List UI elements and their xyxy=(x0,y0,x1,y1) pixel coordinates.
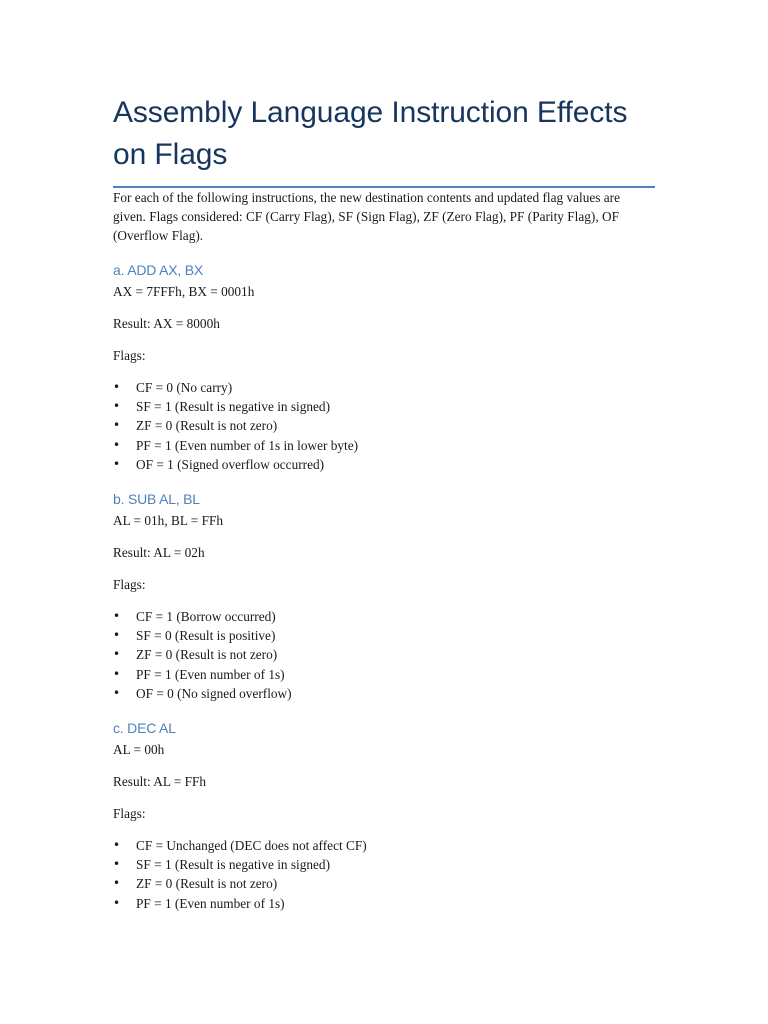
list-item xyxy=(113,397,655,416)
document-title: Assembly Language Instruction Effects on Flags xyxy=(113,96,628,171)
flags-list xyxy=(113,378,655,474)
given-values: AL = 00h xyxy=(113,742,165,758)
flag-text: SF = 0 (Result is positive) xyxy=(136,628,276,644)
flag-text: ZF = 0 (Result is not zero) xyxy=(136,647,278,663)
section-dec xyxy=(113,718,655,913)
list-item xyxy=(113,645,655,664)
flag-text: PF = 1 (Even number of 1s) xyxy=(136,895,285,911)
bullet-icon: • xyxy=(113,647,121,662)
bullet-icon: • xyxy=(113,418,121,433)
bullet-icon: • xyxy=(113,609,121,624)
flag-text: CF = 0 (No carry) xyxy=(136,380,233,395)
flags-label: Flags: xyxy=(113,348,146,363)
flags-list xyxy=(113,607,655,703)
given-values: AL = 01h, BL = FFh xyxy=(113,513,224,529)
bullet-icon: • xyxy=(113,857,121,872)
bullet-icon: • xyxy=(113,838,121,853)
list-item xyxy=(113,855,655,874)
intro-paragraph: For each of the following instructions, the new destination contents and updated flag values are given. Flags considered: CF (Carry Flag), SF (Sign Flag), ZF (Zero Flag), PF (Parity Flag), OF (Overflow Flag). xyxy=(113,190,620,243)
flag-text: PF = 1 (Even number of 1s) xyxy=(136,666,285,682)
bullet-icon: • xyxy=(113,685,121,700)
flag-text: ZF = 0 (Result is not zero) xyxy=(136,418,278,434)
list-item xyxy=(113,874,655,893)
list-item xyxy=(113,436,655,455)
list-item xyxy=(113,684,655,703)
flag-text: ZF = 0 (Result is not zero) xyxy=(136,876,278,892)
bullet-icon: • xyxy=(113,380,121,394)
flag-text: PF = 1 (Even number of 1s in lower byte) xyxy=(136,437,359,453)
flag-text: CF = 1 (Borrow occurred) xyxy=(136,609,276,625)
list-item xyxy=(113,416,655,435)
flags-label: Flags: xyxy=(113,806,146,822)
bullet-icon: • xyxy=(113,895,121,910)
flags-list xyxy=(113,836,655,913)
bullet-icon: • xyxy=(113,876,121,891)
list-item xyxy=(113,626,655,645)
section-heading: c. DEC AL xyxy=(113,720,176,737)
list-item xyxy=(113,607,655,626)
list-item xyxy=(113,836,655,855)
bullet-icon: • xyxy=(113,628,121,643)
section-sub xyxy=(113,489,655,703)
flags-label: Flags: xyxy=(113,577,146,593)
list-item xyxy=(113,894,655,913)
document-page xyxy=(113,92,655,913)
bullet-icon: • xyxy=(113,399,121,414)
list-item xyxy=(113,378,655,397)
flag-text: OF = 0 (No signed overflow) xyxy=(136,685,292,701)
bullet-icon: • xyxy=(113,456,121,471)
result-line: Result: AX = 8000h xyxy=(113,316,220,331)
list-item xyxy=(113,665,655,684)
section-heading: a. ADD AX, BX xyxy=(113,262,203,278)
flag-text: OF = 1 (Signed overflow occurred) xyxy=(136,456,325,472)
section-add xyxy=(113,260,655,474)
bullet-icon: • xyxy=(113,437,121,452)
flag-text: SF = 1 (Result is negative in signed) xyxy=(136,857,331,873)
result-line: Result: AL = FFh xyxy=(113,774,207,790)
bullet-icon: • xyxy=(113,666,121,681)
result-line: Result: AL = 02h xyxy=(113,545,205,561)
section-heading: b. SUB AL, BL xyxy=(113,491,200,508)
list-item xyxy=(113,455,655,474)
given-values: AX = 7FFFh, BX = 0001h xyxy=(113,284,255,299)
flag-text: CF = Unchanged (DEC does not affect CF) xyxy=(136,838,367,854)
flag-text: SF = 1 (Result is negative in signed) xyxy=(136,399,331,415)
